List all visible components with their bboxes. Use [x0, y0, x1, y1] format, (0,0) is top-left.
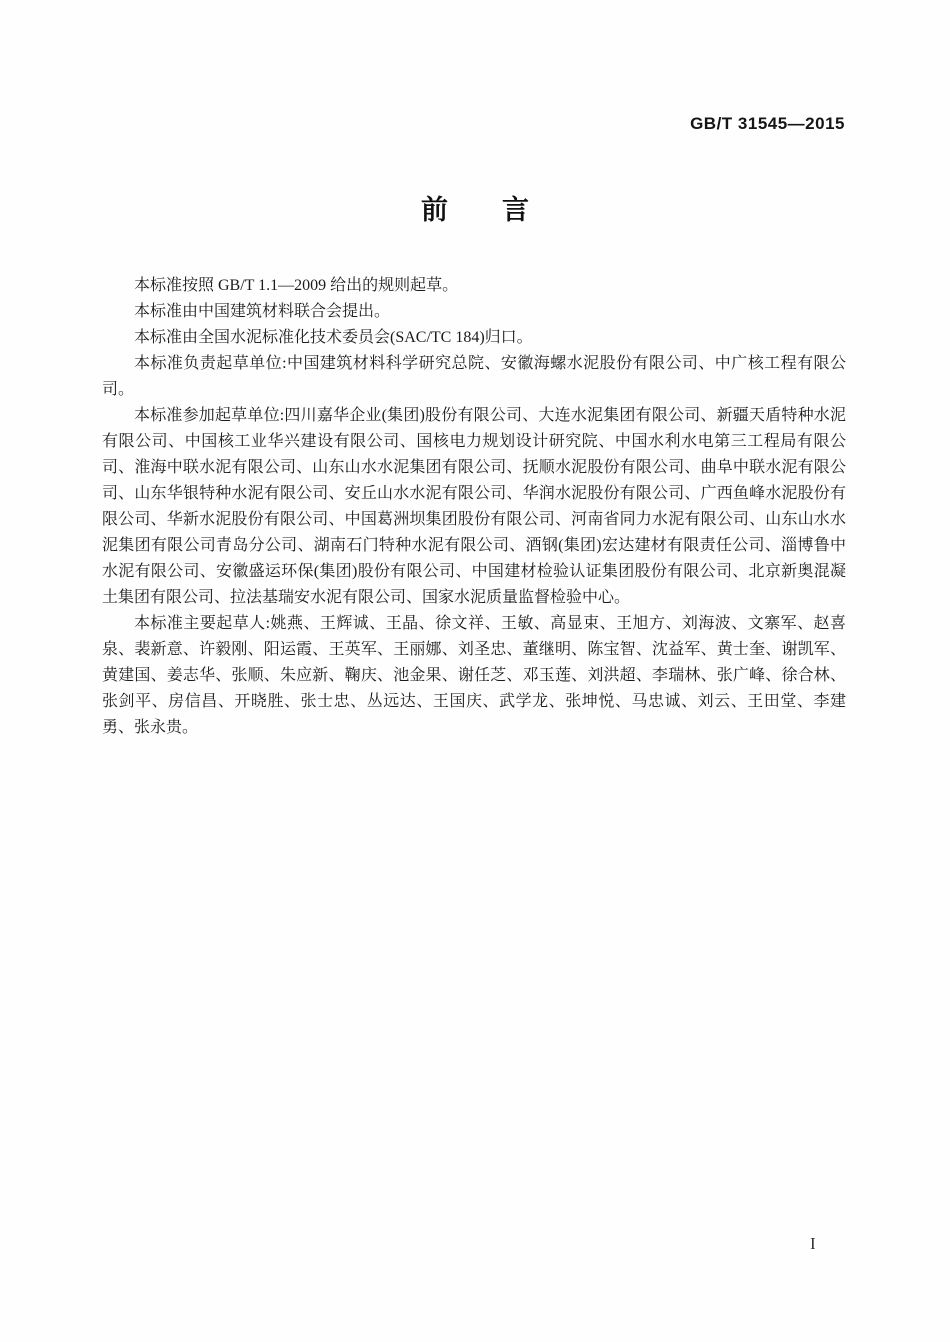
- page-number: I: [810, 1234, 816, 1253]
- foreword-paragraph-main-drafters: 本标准主要起草人:姚燕、王辉诚、王晶、徐文祥、王敏、高显束、王旭方、刘海波、文寨军、赵喜泉、裴新意、许毅刚、阳运霞、王英军、王丽娜、刘圣忠、董继明、陈宝智、沈益军、黄士奎、谢凯军、黄建国、姜志华、张顺、朱应新、鞠庆、池金果、谢任芝、邓玉莲、刘洪超、李瑞林、张广峰、徐合林、张剑平、房信昌、开晓胜、张士忠、丛远达、王国庆、武学龙、张坤悦、马忠诚、刘云、王田堂、李建勇、张永贵。: [102, 615, 846, 736]
- foreword-paragraph-responsible-units: 本标准负责起草单位:中国建筑材料科学研究总院、安徽海螺水泥股份有限公司、中广核工程有限公司。: [102, 355, 846, 398]
- foreword-paragraph-drafting-rules: 本标准按照 GB/T 1.1—2009 给出的规则起草。: [134, 277, 459, 294]
- foreword-paragraph-committee: 本标准由全国水泥标准化技术委员会(SAC/TC 184)归口。: [134, 329, 533, 346]
- foreword-paragraph-participating-units: 本标准参加起草单位:四川嘉华企业(集团)股份有限公司、大连水泥集团有限公司、新疆天盾特种水泥有限公司、中国核工业华兴建设有限公司、国核电力规划设计研究院、中国水利水电第三工程局有限公司、淮海中联水泥有限公司、山东山水水泥集团有限公司、抚顺水泥股份有限公司、曲阜中联水泥有限公司、山东华银特种水泥有限公司、安丘山水水泥有限公司、华润水泥股份有限公司、广西鱼峰水泥股份有限公司、华新水泥股份有限公司、中国葛洲坝集团股份有限公司、河南省同力水泥有限公司、山东山水水泥集团有限公司青岛分公司、湖南石门特种水泥有限公司、酒钢(集团)宏达建材有限责任公司、淄博鲁中水泥有限公司、安徽盛运环保(集团)股份有限公司、中国建材检验认证集团股份有限公司、北京新奥混凝土集团有限公司、拉法基瑞安水泥有限公司、国家水泥质量监督检验中心。: [102, 407, 846, 606]
- foreword-paragraph-proposed-by: 本标准由中国建筑材料联合会提出。: [134, 303, 391, 320]
- page-title: 前 言: [421, 195, 529, 226]
- standard-number: GB/T 31545—2015: [690, 114, 845, 133]
- foreword-body: [102, 273, 846, 741]
